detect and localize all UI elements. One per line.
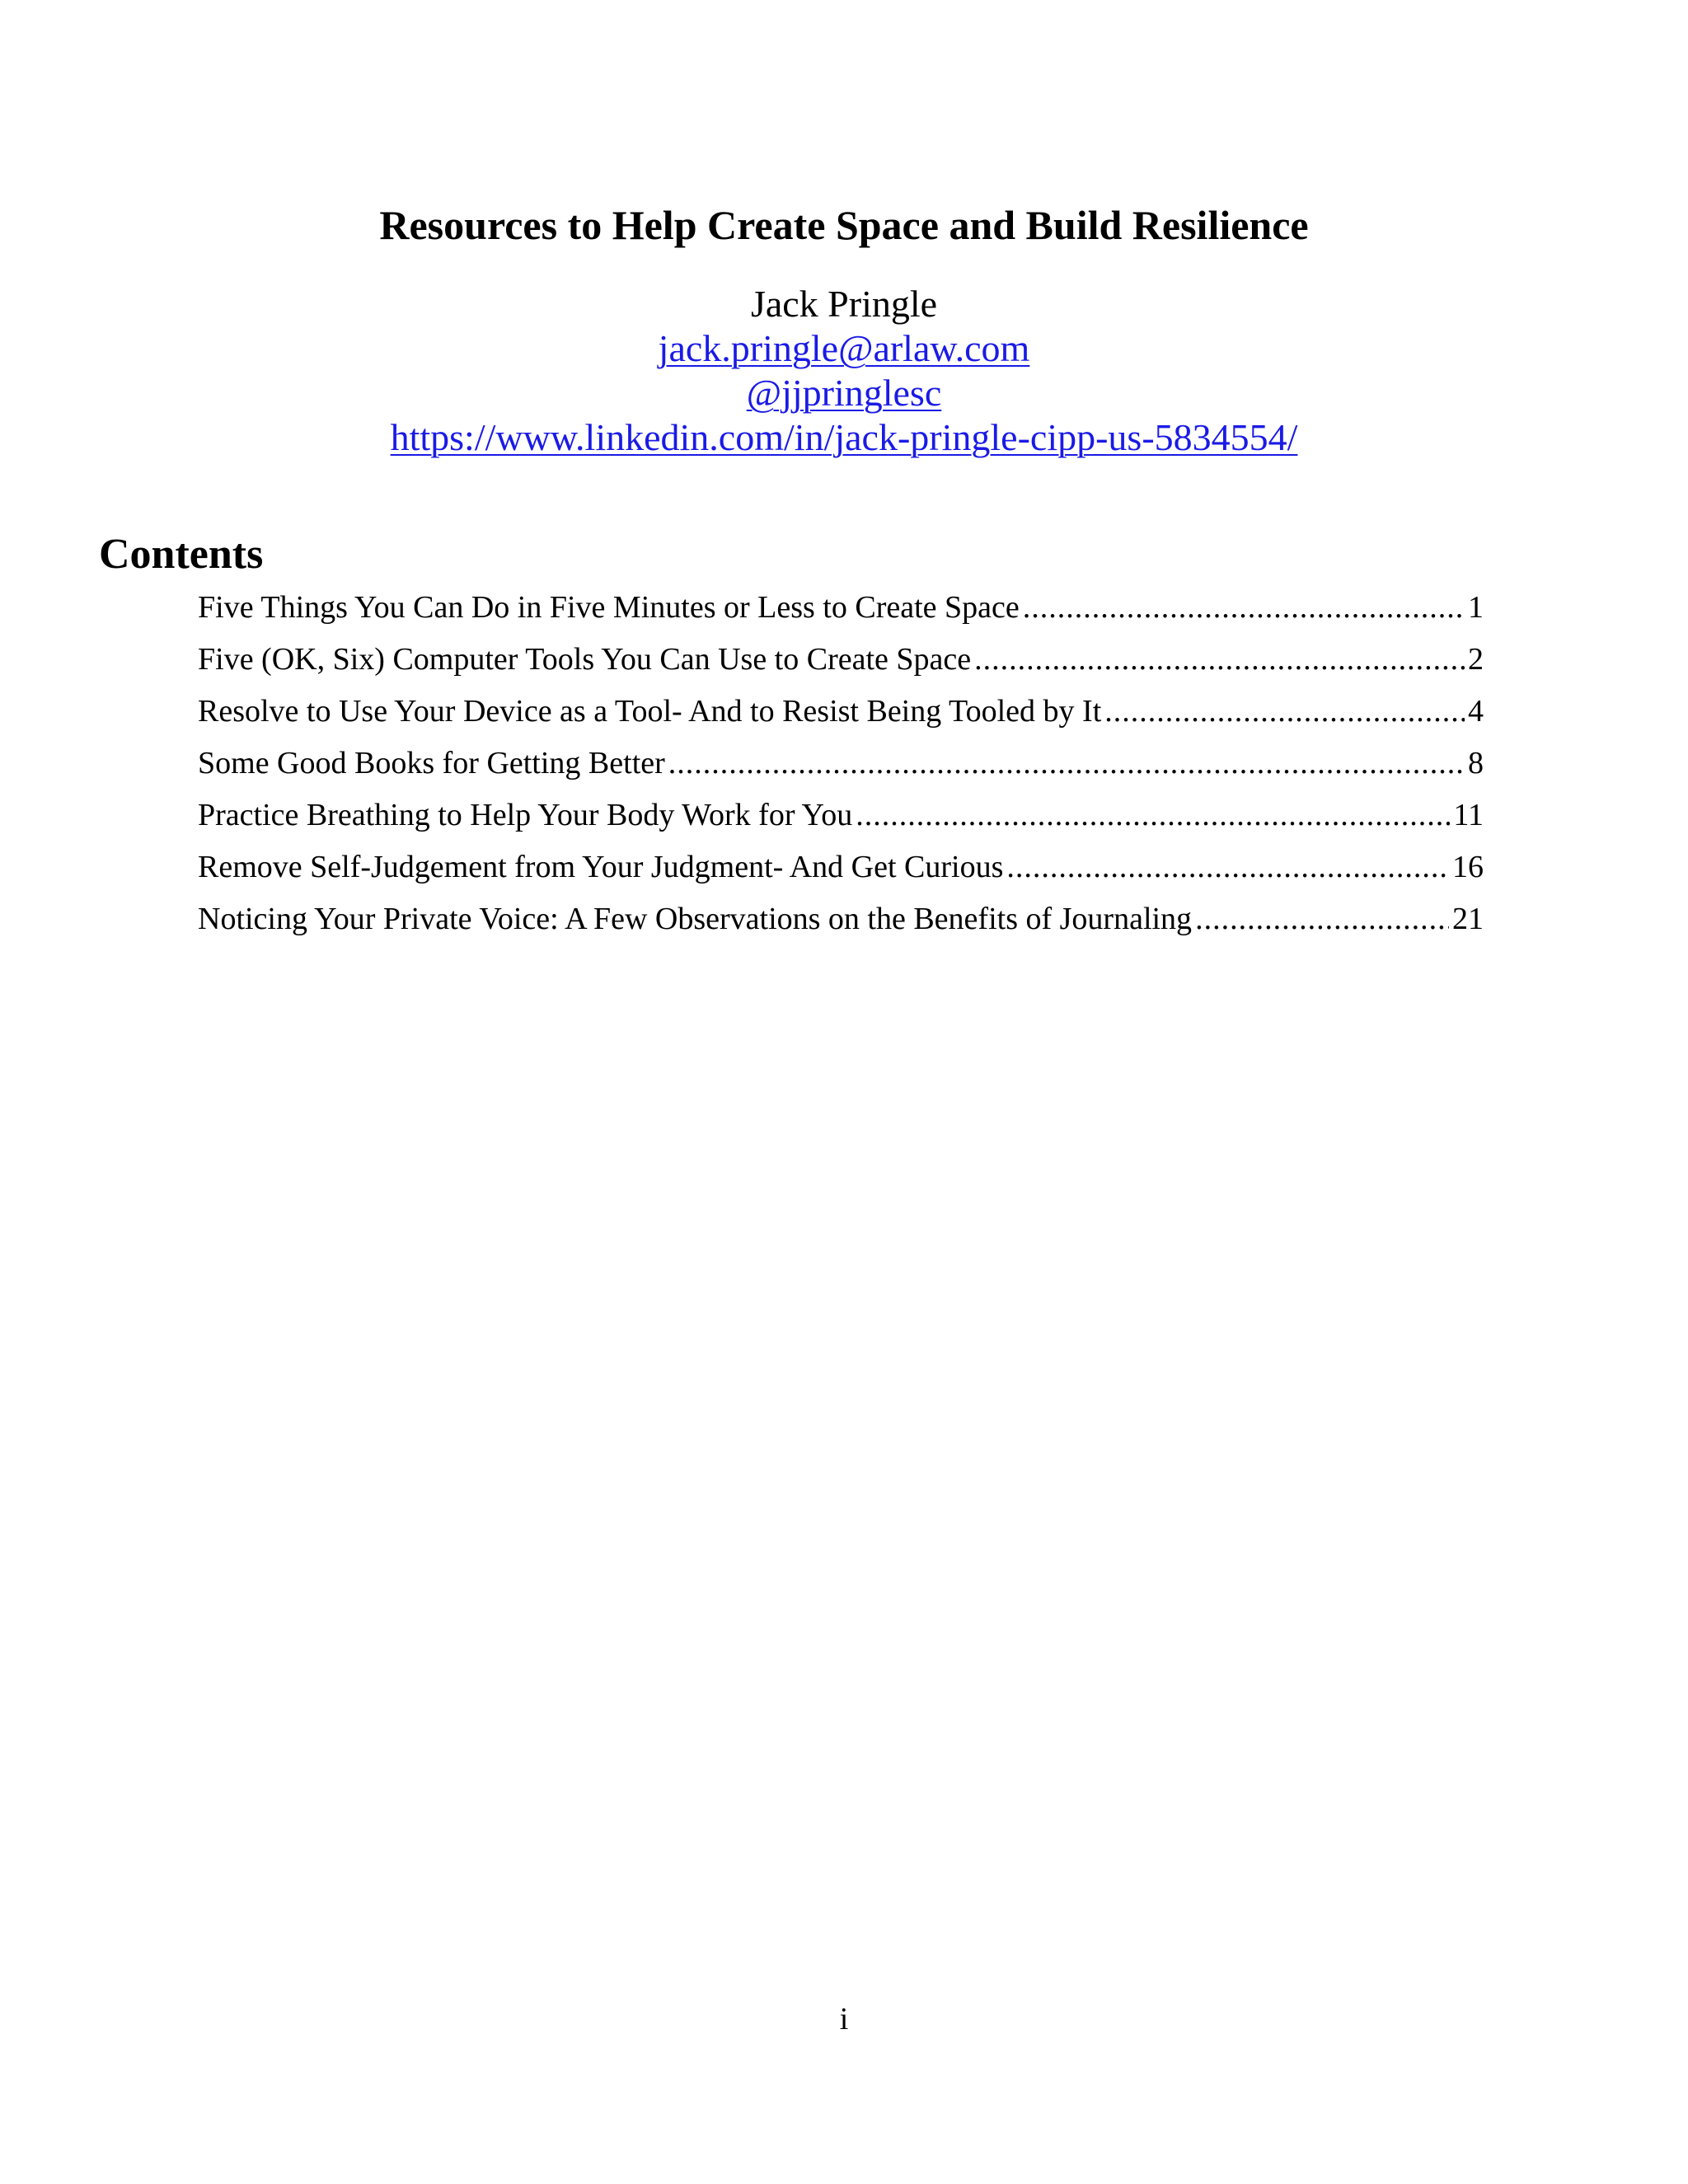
author-email-line [0, 326, 1688, 371]
toc-entry-title: Practice Breathing to Help Your Body Work for You [198, 798, 853, 832]
author-handle-link[interactable]: @jjpringlesc [746, 372, 942, 414]
toc-entry[interactable] [198, 686, 1484, 738]
toc-dot-leader [974, 634, 1465, 686]
toc-entry-page: 11 [1453, 798, 1484, 832]
toc-entry[interactable] [198, 738, 1484, 790]
toc-entry[interactable] [198, 790, 1484, 841]
toc-entry-page: 1 [1468, 590, 1484, 625]
toc-entry-page: 21 [1452, 902, 1484, 936]
toc-entry[interactable] [198, 893, 1484, 945]
author-block [0, 282, 1688, 460]
toc-entry[interactable] [198, 582, 1484, 634]
toc-entry-page: 4 [1468, 694, 1484, 729]
document-title: Resources to Help Create Space and Build Resilience [379, 202, 1309, 248]
toc-entry-page: 16 [1452, 850, 1484, 884]
page-number: i [839, 2002, 849, 2036]
author-email-link[interactable]: jack.pringle@arlaw.com [658, 327, 1030, 369]
toc-entry[interactable] [198, 841, 1484, 893]
toc-entry-title: Remove Self-Judgement from Your Judgment- And Get Curious [198, 850, 1004, 884]
toc-entry-title: Resolve to Use Your Device as a Tool- And to Resist Being Tooled by It [198, 694, 1102, 729]
author-handle-line [0, 371, 1688, 415]
toc-entry-page: 2 [1468, 642, 1484, 677]
author-linkedin-link[interactable]: https://www.linkedin.com/in/jack-pringle-cipp-us-5834554/ [390, 416, 1298, 458]
toc-dot-leader [1195, 893, 1449, 945]
table-of-contents [198, 582, 1484, 945]
toc-dot-leader [1104, 686, 1465, 738]
toc-dot-leader [668, 738, 1465, 790]
toc-dot-leader [1023, 582, 1465, 634]
toc-entry-title: Five (OK, Six) Computer Tools You Can Use to Create Space [198, 642, 972, 677]
author-name: Jack Pringle [750, 283, 938, 325]
toc-entry-title: Noticing Your Private Voice: A Few Observations on the Benefits of Journaling [198, 902, 1193, 936]
contents-heading: Contents [99, 531, 264, 578]
toc-entry-page: 8 [1468, 746, 1484, 780]
author-linkedin-line [0, 415, 1688, 460]
toc-dot-leader [856, 790, 1450, 841]
toc-entry[interactable] [198, 634, 1484, 686]
toc-dot-leader [1006, 841, 1449, 893]
toc-entry-title: Five Things You Can Do in Five Minutes or Less to Create Space [198, 590, 1020, 625]
toc-entry-title: Some Good Books for Getting Better [198, 746, 665, 780]
